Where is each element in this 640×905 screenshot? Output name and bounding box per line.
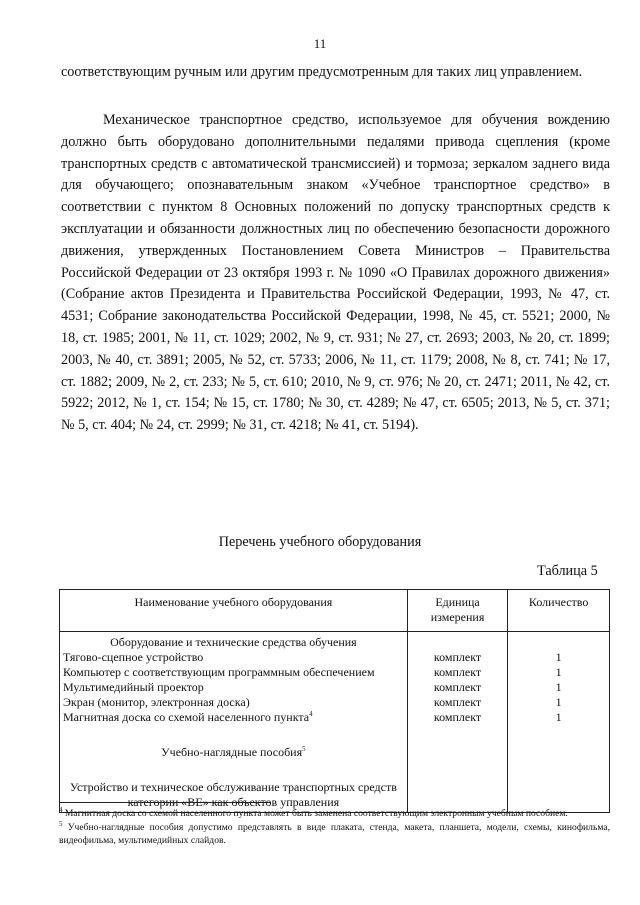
item-quantity: 1 (508, 695, 610, 710)
header-quantity: Количество (508, 590, 610, 632)
footnote-mark: 5 (59, 820, 63, 829)
footnote-text: Магнитная доска со схемой населенного пункта может быть заменена соответствующим электронным учебным пособием. (64, 808, 568, 819)
footnote-4 (59, 805, 610, 820)
footnote-5 (59, 822, 610, 847)
table-row (60, 680, 610, 695)
section-row (60, 725, 610, 760)
table-label: Таблица 5 (537, 563, 598, 579)
item-name: Устройство и техническое обслуживание транспортных средств категории «BE» как объектов управления (60, 760, 408, 813)
item-unit: комплект (407, 665, 508, 680)
item-quantity: 1 (508, 650, 610, 665)
list-title: Перечень учебного оборудования (218, 534, 422, 550)
header-name: Наименование учебного оборудования (60, 590, 408, 632)
paragraph-2: Механическое транспортное средство, используемое для обучения вождению должно быть оборудовано дополнительными педалями привода сцепления (кроме транспортных средств с автоматической трансмиссией) и тормоза; зеркалом заднего вида для обучающего; опознавательным знаком «Учебное транспортное средство» в соответствии с пунктом 8 Основных положений по допуску транспортных средств к эксплуатации и обязанности должностных лиц по обеспечению безопасности дорожного движения, утвержденных Постановлением Совета Министров – Правительства Российской Федерации от 23 октября 1993 г. № 1090 «О Правилах дорожного движения» (Собрание актов Президента и Правительства Российской Федерации, 1993, № 47, ст. 4531; Собрание законодательства Российской Федерации, 1998, № 45, ст. 5521; 2000, № 18, ст. 1985; 2001, № 11, ст. 1029; 2002, № 9, ст. 931; № 27, ст. 2693; 2003, № 20, ст. 1899; 2003, № 40, ст. 3891; 2005, № 52, ст. 5733; 2006, № 11, ст. 1179; 2008, № 8, ст. 741; № 17, ст. 1882; 2009, № 2, ст. 233; № 5, ст. 610; 2010, № 9, ст. 976; № 20, ст. 2471; 2011, № 42, ст. 5922; 2012, № 1, ст. 154; № 15, ст. 1780; № 30, ст. 4289; № 47, ст. 6505; 2013, № 5, ст. 371; № 5, ст. 404; № 24, ст. 2999; № 31, ст. 4218; № 41, ст. 5194). (61, 112, 610, 434)
item-quantity: 1 (508, 665, 610, 680)
table-row (60, 760, 610, 813)
table-row (60, 710, 610, 725)
equipment-table (59, 589, 610, 813)
section-title-visual-aids (60, 725, 408, 760)
footnote-mark: 4 (59, 805, 63, 814)
item-unit: комплект (407, 710, 508, 725)
section-title-equipment: Оборудование и технические средства обучения (60, 632, 408, 651)
item-quantity: 1 (508, 680, 610, 695)
page-number: 11 (313, 36, 327, 51)
item-name-text: Магнитная доска со схемой населенного пункта (63, 710, 310, 724)
item-name: Мультимедийный проектор (60, 680, 408, 695)
footnote-ref: 5 (302, 745, 306, 753)
item-name: Компьютер с соответствующим программным обеспечением (60, 665, 408, 680)
table-row (60, 695, 610, 710)
table-header-row (60, 590, 610, 632)
table-row (60, 650, 610, 665)
item-unit: комплект (407, 680, 508, 695)
item-name: Тягово-сцепное устройство (60, 650, 408, 665)
footnotes (59, 805, 610, 849)
item-name: Экран (монитор, электронная доска) (60, 695, 408, 710)
item-unit: комплект (407, 695, 508, 710)
paragraph-1: соответствующим ручным или другим предусмотренным для таких лиц управлением. (61, 64, 583, 80)
footnote-text: Учебно-наглядные пособия допустимо представлять в виде плаката, стенда, макета, планшета, модели, схемы, кинофильма, видеофильма, мультимедийных слайдов. (59, 822, 610, 846)
item-quantity: 1 (508, 710, 610, 725)
section-title-text: Учебно-наглядные пособия (161, 745, 303, 759)
item-unit: комплект (407, 650, 508, 665)
footnote-divider (59, 802, 271, 803)
section-row (60, 632, 610, 651)
footnote-ref: 4 (309, 710, 313, 718)
item-name (60, 710, 408, 725)
table-row (60, 665, 610, 680)
header-unit: Единица измерения (407, 590, 508, 632)
